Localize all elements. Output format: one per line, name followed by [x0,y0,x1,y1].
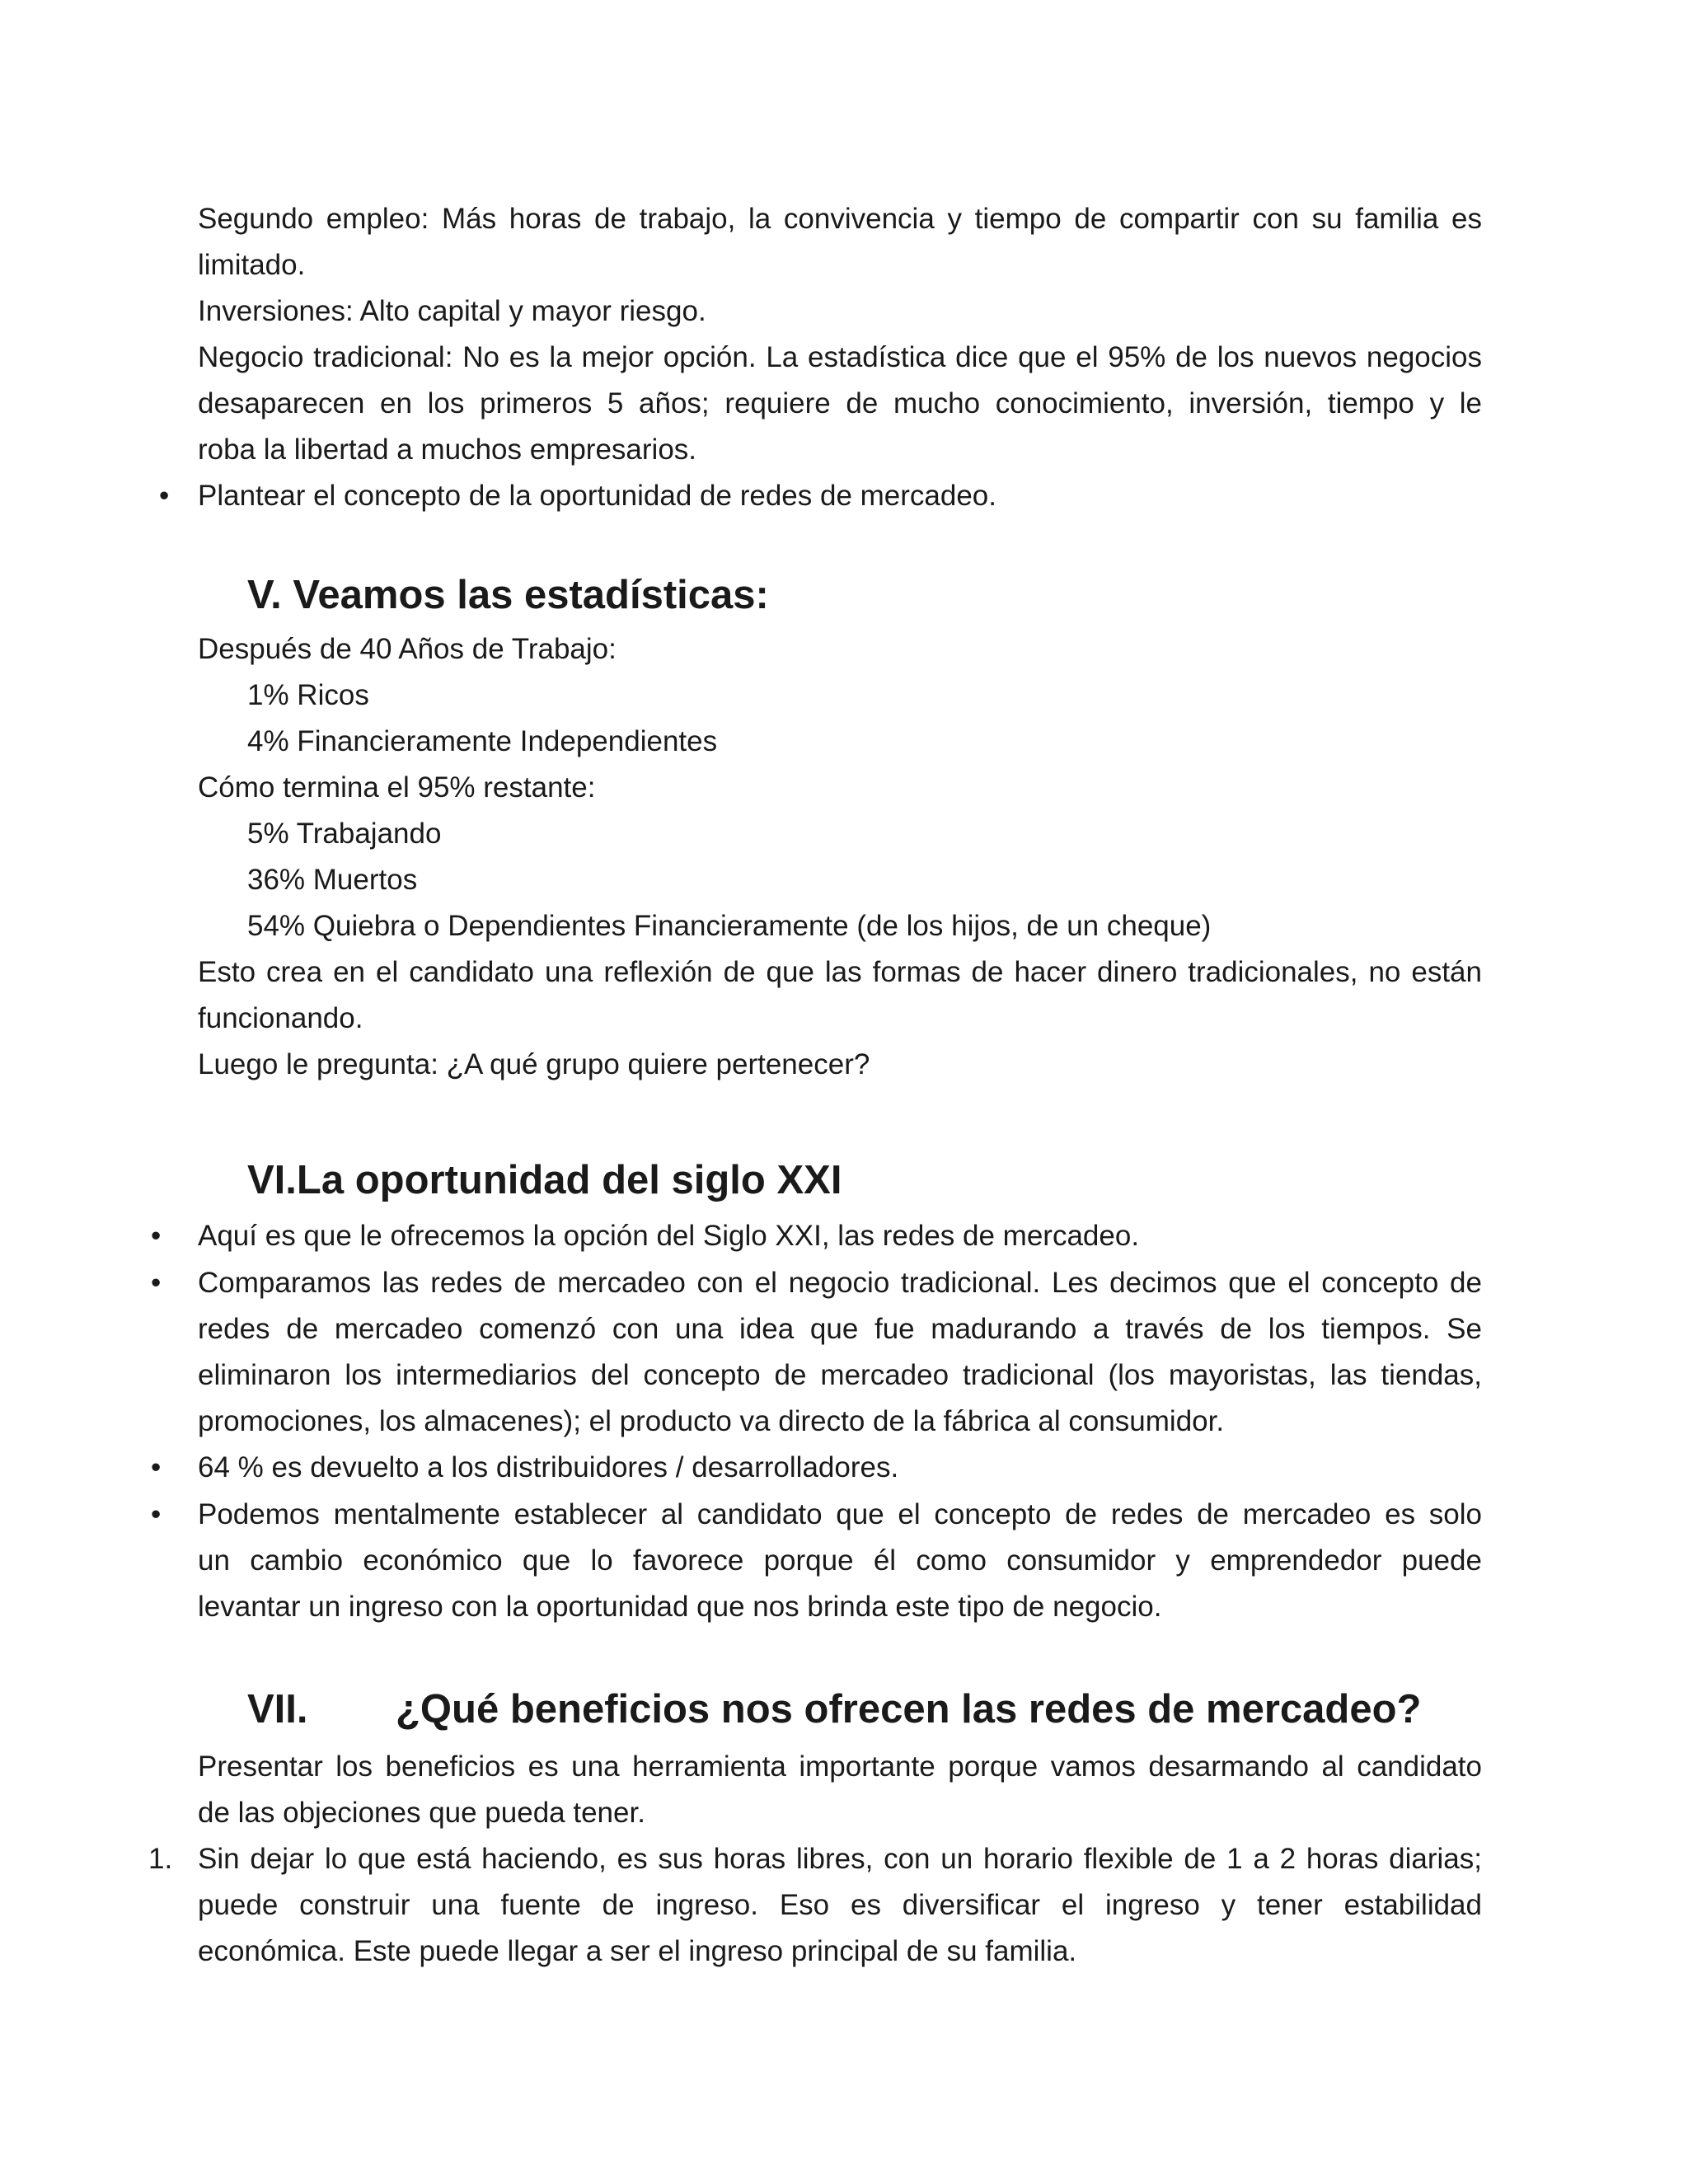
bullet-text: eliminaron los intermediarios del concepto de mercadeo tradicional (los mayoristas, las tiendas, [198,1359,1482,1391]
bullet-marker: • [151,1498,162,1530]
bullet-marker: • [151,1267,162,1299]
section-heading-vii [247,1681,1421,1737]
bullet-text: 64 % es devuelto a los distribuidores / desarrolladores. [198,1451,899,1483]
bullet-marker: • [159,480,170,512]
stat-line: 4% Financieramente Independientes [247,725,718,757]
bullet-text: promociones, los almacenes); el producto va directo de la fábrica al consumidor. [198,1405,1225,1437]
body-line: Después de 40 Años de Trabajo: [198,633,617,665]
stat-line: 1% Ricos [247,679,369,711]
body-line: Segundo empleo: Más horas de trabajo, la convivencia y tiempo de compartir con su familia es [198,203,1482,235]
section-heading-vi: VI.La oportunidad del siglo XXI [247,1158,842,1202]
body-line: Presentar los beneficios es una herramienta importante porque vamos desarmando al candidato [198,1750,1482,1783]
body-line: roba la libertad a muchos empresarios. [198,434,697,466]
body-line: funcionando. [198,1002,363,1034]
body-line: Cómo termina el 95% restante: [198,771,596,804]
section-heading-text: ¿Qué beneficios nos ofrecen las redes de mercadeo? [396,1687,1422,1732]
body-line: Luego le pregunta: ¿A qué grupo quiere pertenecer? [198,1048,870,1080]
bullet-marker: • [151,1220,162,1252]
list-item-text: puede construir una fuente de ingreso. Eso es diversificar el ingreso y tener estabilidad [198,1889,1482,1921]
body-line: de las objeciones que pueda tener. [198,1797,645,1829]
bullet-marker: • [151,1451,162,1483]
section-heading-number: VII. [247,1687,308,1732]
bullet-text: un cambio económico que lo favorece porque él como consumidor y emprendedor puede [198,1544,1482,1577]
bullet-text: levantar un ingreso con la oportunidad que nos brinda este tipo de negocio. [198,1591,1162,1623]
list-item-text: Sin dejar lo que está haciendo, es sus horas libres, con un horario flexible de 1 a 2 horas diarias; [198,1843,1482,1875]
stat-line: 5% Trabajando [247,818,442,850]
bullet-text: Aquí es que le ofrecemos la opción del Siglo XXI, las redes de mercadeo. [198,1220,1140,1252]
body-line: desaparecen en los primeros 5 años; requiere de mucho conocimiento, inversión, tiempo y le [198,387,1482,419]
stat-line: 54% Quiebra o Dependientes Financieramente (de los hijos, de un cheque) [247,910,1212,942]
body-line: Negocio tradicional: No es la mejor opción. La estadística dice que el 95% de los nuevos negocios [198,341,1482,373]
bullet-text: Comparamos las redes de mercadeo con el negocio tradicional. Les decimos que el concepto de [198,1267,1482,1299]
list-number: 1. [148,1843,173,1875]
bullet-text: Plantear el concepto de la oportunidad de redes de mercadeo. [198,480,996,512]
bullet-text: redes de mercadeo comenzó con una idea que fue madurando a través de los tiempos. Se [198,1313,1482,1345]
body-line: limitado. [198,249,306,281]
section-heading-v: V. Veamos las estadísticas: [247,573,769,617]
bullet-text: Podemos mentalmente establecer al candidato que el concepto de redes de mercadeo es solo [198,1498,1482,1530]
list-item-text: económica. Este puede llegar a ser el ingreso principal de su familia. [198,1935,1077,1967]
stat-line: 36% Muertos [247,864,418,896]
body-line: Esto crea en el candidato una reflexión de que las formas de hacer dinero tradicionales, no están [198,956,1482,988]
body-line: Inversiones: Alto capital y mayor riesgo. [198,295,706,327]
